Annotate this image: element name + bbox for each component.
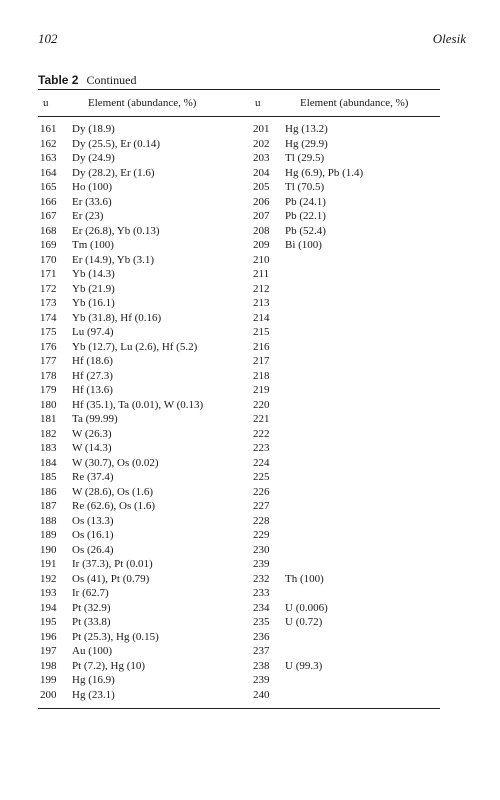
element-abundance-left: Hf (27.3) [72,369,113,382]
mass-number-left: 185 [40,471,57,483]
mass-number-left: 188 [40,514,57,527]
table-row [38,340,440,355]
element-abundance-left: Yb (14.3) [72,268,115,280]
table-row [38,470,440,485]
mass-number-left: 199 [40,674,57,686]
mass-number-right: 207 [253,210,270,222]
element-abundance-right: U (0.72) [285,616,323,628]
mass-number-right: 234 [253,601,270,614]
mass-number-left: 164 [40,166,57,179]
element-abundance-left: W (30.7), Os (0.02) [72,456,159,469]
mass-number-left: 194 [40,601,57,614]
element-abundance-left: Pt (7.2), Hg (10) [72,659,146,672]
mass-number-left: 171 [40,268,57,280]
table-row [38,267,440,282]
mass-number-left: 176 [40,340,57,353]
table-row [38,180,440,195]
table-row [38,282,440,297]
element-abundance-left: Dy (24.9) [72,152,115,164]
mass-number-left: 183 [40,442,57,454]
table-row [38,354,440,369]
mass-number-left: 181 [40,413,57,425]
element-abundance-left: Tm (100) [72,239,114,251]
element-abundance-left: W (14.3) [72,442,112,454]
table-row [38,195,440,210]
table-row [38,557,440,572]
mass-number-left: 172 [40,282,57,295]
mass-number-right: 230 [253,543,270,556]
mass-number-right: 221 [253,413,270,425]
element-abundance-left: Er (23) [72,210,104,222]
element-abundance-left: Ho (100) [72,181,113,193]
mass-number-right: 204 [253,166,270,179]
header-element-left: Element (abundance, %) [88,97,197,109]
table-header-rule [38,116,440,117]
table-bottom-rule [38,708,440,709]
header-u-left: u [43,97,49,109]
element-abundance-left: Pt (32.9) [72,601,111,614]
table-row [38,630,440,645]
table-caption [38,73,136,88]
mass-number-left: 177 [40,355,57,367]
element-abundance-right: Bi (100) [285,239,322,251]
mass-number-right: 239 [253,674,270,686]
mass-number-left: 173 [40,297,57,309]
mass-number-left: 165 [40,181,57,193]
element-abundance-left: Er (33.6) [72,195,112,208]
element-abundance-left: Yb (31.8), Hf (0.16) [72,311,162,324]
running-head: Olesik [432,31,466,46]
mass-number-right: 202 [253,137,270,150]
table-continued: Continued [86,73,137,87]
mass-number-left: 180 [40,398,57,411]
table-row [38,238,440,253]
mass-number-left: 169 [40,239,57,251]
table-row [38,166,440,181]
mass-number-right: 233 [253,587,270,599]
table-row [38,514,440,529]
mass-number-left: 190 [40,543,57,556]
element-abundance-right: Tl (70.5) [285,181,325,193]
mass-number-left: 195 [40,616,57,628]
mass-number-left: 167 [40,210,57,222]
element-abundance-left: Os (41), Pt (0.79) [72,572,150,585]
element-abundance-left: Au (100) [72,645,113,657]
table-row [38,398,440,413]
element-abundance-right: Hg (13.2) [285,123,328,135]
element-abundance-left: Ir (62.7) [72,587,109,599]
table-row [38,456,440,471]
mass-number-left: 200 [40,688,57,701]
table-row [38,253,440,268]
header-element-right: Element (abundance, %) [300,97,409,109]
mass-number-left: 175 [40,326,57,338]
element-abundance-left: Lu (97.4) [72,326,114,338]
table-row [38,412,440,427]
table-row [38,122,440,137]
element-abundance-left: Er (14.9), Yb (3.1) [72,253,155,266]
mass-number-left: 192 [40,572,57,585]
mass-number-right: 218 [253,369,270,382]
element-abundance-left: Re (62.6), Os (1.6) [72,500,156,512]
page-number: 102 [38,31,58,46]
mass-number-right: 235 [253,616,270,628]
table-row [38,644,440,659]
mass-number-right: 239 [253,558,270,570]
mass-number-left: 187 [40,500,57,512]
mass-number-left: 186 [40,485,57,498]
table-row [38,325,440,340]
table-row [38,673,440,688]
table-row [38,485,440,500]
table-row [38,441,440,456]
header-u-right: u [255,97,261,109]
element-abundance-left: Dy (28.2), Er (1.6) [72,166,155,179]
mass-number-left: 189 [40,529,57,541]
element-abundance-right: Hg (6.9), Pb (1.4) [285,166,364,179]
mass-number-right: 222 [253,427,270,440]
element-abundance-left: Dy (25.5), Er (0.14) [72,137,160,150]
table-row [38,311,440,326]
mass-number-right: 225 [253,471,270,483]
element-abundance-left: Os (13.3) [72,514,114,527]
table-row [38,688,440,703]
mass-number-left: 161 [40,123,57,135]
mass-number-right: 214 [253,311,270,324]
element-abundance-left: Pt (33.8) [72,616,111,628]
element-abundance-left: Ir (37.3), Pt (0.01) [72,558,153,570]
element-abundance-left: Os (16.1) [72,529,114,541]
element-abundance-right: Hg (29.9) [285,137,328,150]
element-abundance-right: Pb (22.1) [285,210,326,222]
mass-number-left: 162 [40,137,57,150]
element-abundance-left: Er (26.8), Yb (0.13) [72,224,160,237]
mass-number-left: 178 [40,369,57,382]
mass-number-left: 168 [40,224,57,237]
table-row [38,383,440,398]
table-row [38,137,440,152]
mass-number-right: 201 [253,123,270,135]
table-label: Table 2 [38,73,79,87]
mass-number-right: 219 [253,384,270,396]
mass-number-left: 174 [40,311,57,324]
table-row [38,151,440,166]
mass-number-right: 240 [253,688,270,701]
table-row [38,296,440,311]
element-abundance-left: W (26.3) [72,427,112,440]
mass-number-right: 228 [253,514,270,527]
mass-number-left: 184 [40,456,57,469]
element-abundance-right: Tl (29.5) [285,152,325,164]
mass-number-left: 170 [40,253,57,266]
table-body [38,122,440,702]
mass-number-left: 198 [40,659,57,672]
mass-number-right: 238 [253,659,270,672]
mass-number-right: 216 [253,340,270,353]
element-abundance-left: Hg (16.9) [72,674,115,686]
element-abundance-left: Os (26.4) [72,543,114,556]
mass-number-right: 232 [253,572,270,585]
element-abundance-left: Yb (16.1) [72,297,115,309]
element-abundance-right: Pb (52.4) [285,224,326,237]
mass-number-right: 210 [253,253,270,266]
mass-number-right: 217 [253,355,270,367]
element-abundance-left: W (28.6), Os (1.6) [72,485,154,498]
element-abundance-left: Hf (35.1), Ta (0.01), W (0.13) [72,398,204,411]
table-row [38,528,440,543]
mass-number-left: 163 [40,152,57,164]
mass-number-right: 205 [253,181,270,193]
mass-number-right: 237 [253,645,270,657]
table-row [38,586,440,601]
mass-number-right: 220 [253,398,270,411]
element-abundance-left: Re (37.4) [72,471,114,483]
table-row [38,427,440,442]
mass-number-right: 213 [253,297,270,309]
mass-number-left: 166 [40,195,57,208]
mass-number-left: 196 [40,630,57,643]
table-row [38,615,440,630]
mass-number-right: 211 [253,268,270,280]
mass-number-right: 209 [253,239,270,251]
element-abundance-right: Th (100) [285,572,324,585]
element-abundance-left: Yb (21.9) [72,282,115,295]
element-abundance-left: Pt (25.3), Hg (0.15) [72,630,159,643]
table-row [38,499,440,514]
table-top-rule [38,89,440,90]
element-abundance-left: Yb (12.7), Lu (2.6), Hf (5.2) [72,340,198,353]
mass-number-right: 208 [253,224,270,237]
mass-number-right: 227 [253,500,270,512]
mass-number-right: 229 [253,529,270,541]
mass-number-right: 215 [253,326,270,338]
mass-number-right: 203 [253,152,270,164]
element-abundance-right: Pb (24.1) [285,195,326,208]
mass-number-right: 236 [253,630,270,643]
element-abundance-left: Hg (23.1) [72,688,115,701]
table-row [38,572,440,587]
element-abundance-left: Hf (18.6) [72,355,113,367]
mass-number-left: 197 [40,645,57,657]
table-row [38,209,440,224]
element-abundance-left: Dy (18.9) [72,123,115,135]
mass-number-left: 182 [40,427,57,440]
mass-number-right: 212 [253,282,270,295]
table-row [38,224,440,239]
element-abundance-right: U (99.3) [285,659,323,672]
mass-number-right: 224 [253,456,270,469]
element-abundance-left: Ta (99.99) [72,413,118,425]
mass-number-right: 223 [253,442,270,454]
table-row [38,369,440,384]
table-row [38,543,440,558]
table-row [38,601,440,616]
mass-number-left: 179 [40,384,57,396]
mass-number-right: 206 [253,195,270,208]
mass-number-left: 191 [40,558,57,570]
mass-number-right: 226 [253,485,270,498]
element-abundance-left: Hf (13.6) [72,384,113,396]
element-abundance-right: U (0.006) [285,601,328,614]
mass-number-left: 193 [40,587,57,599]
table-row [38,659,440,674]
